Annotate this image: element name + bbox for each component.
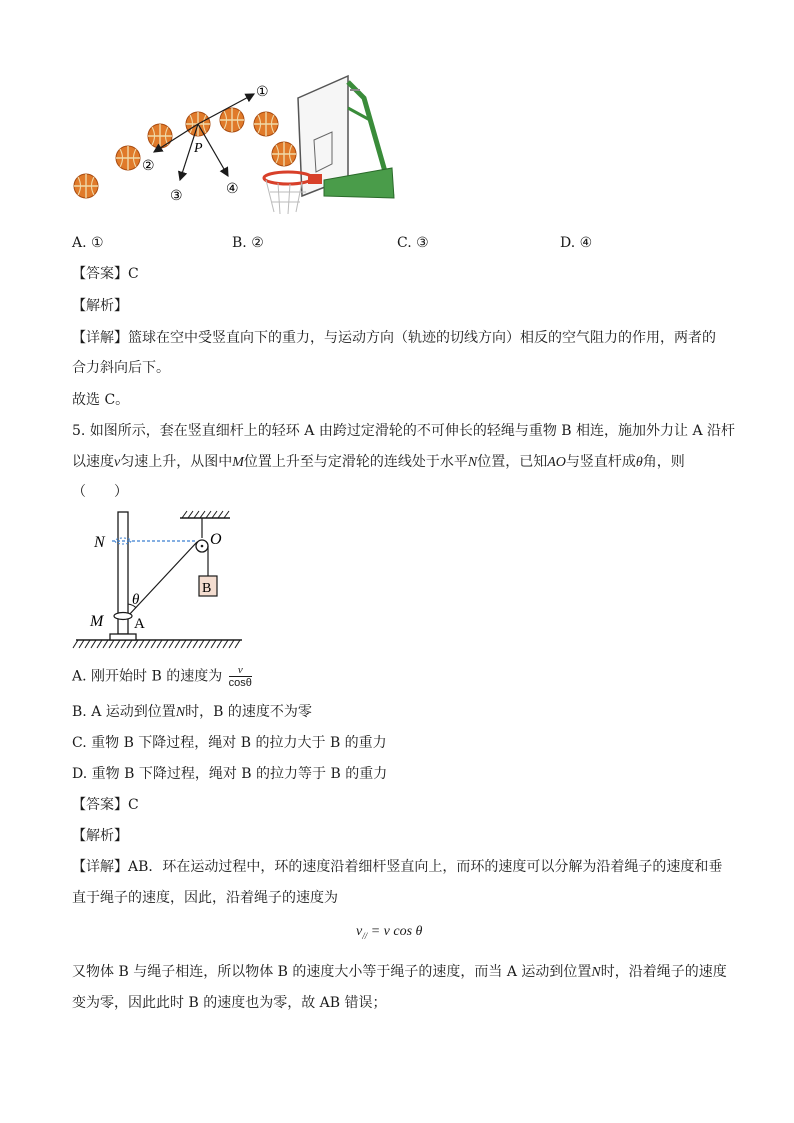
label-o: O <box>210 531 222 548</box>
q4-answer: 【答案】C <box>72 266 139 282</box>
label-2: ② <box>142 158 155 174</box>
basketball <box>74 174 98 198</box>
basketball <box>148 124 172 148</box>
label-4: ④ <box>226 181 239 197</box>
q5-option-b: B. A 运动到位置N时，B 的速度不为零 <box>72 704 312 720</box>
q5-analysis-label: 【解析】 <box>72 828 128 844</box>
q5-stem-line1: 5. 如图所示，套在竖直细杆上的轻环 A 由跨过定滑轮的不可伸长的轻绳与重物 B 相连，施加外力让 A 沿杆 <box>72 423 736 439</box>
label-theta: θ <box>132 592 140 608</box>
ground <box>73 640 242 648</box>
q4-choose: 故选 C。 <box>72 392 130 408</box>
q5-detail-line1: 【详解】AB．环在运动过程中，环的速度沿着细杆竖直向上，而环的速度可以分解为沿着绳子的速度和垂 <box>72 859 723 875</box>
basketball <box>254 112 278 136</box>
label-1: ① <box>256 84 269 100</box>
basketball <box>220 108 244 132</box>
basketball <box>116 146 140 170</box>
q5-stem-line2: 以速度v匀速上升，从图中M位置上升至与定滑轮的连线处于水平N位置，已知AO与竖直杆成θ角，则 <box>72 454 685 470</box>
label-m: M <box>90 613 104 630</box>
q4-detail-line2: 合力斜向后下。 <box>72 360 170 376</box>
basketball <box>272 142 296 166</box>
q5-option-a: A. 刚开始时 B 的速度为 $\frac{v}{\cos\theta}$ <box>72 664 252 689</box>
q4-option-d: D. ④ <box>560 235 593 251</box>
rod-pulley-figure <box>72 508 252 658</box>
pulley-axle <box>201 545 204 548</box>
ring-a <box>114 613 132 620</box>
q5-detail-line2: 直于绳子的速度，因此，沿着绳子的速度为 <box>72 890 338 906</box>
label-a: A <box>134 616 145 632</box>
q5-answer: 【答案】C <box>72 797 139 813</box>
q5-option-d: D. 重物 B 下降过程，绳对 B 的拉力等于 B 的重力 <box>72 766 388 782</box>
hoop <box>264 172 322 214</box>
q4-option-b: B. ② <box>232 235 264 251</box>
equation-v-parallel: $v_{//} = v$ cos θ <box>356 924 423 941</box>
label-b: B <box>202 581 212 596</box>
label-3: ③ <box>170 188 183 204</box>
fraction-v-over-cos: $\frac{v}{\cos\theta}$ <box>228 664 252 689</box>
basketball-balls <box>74 108 296 198</box>
q4-option-a: A. ① <box>72 235 104 251</box>
label-n: N <box>94 534 105 551</box>
label-p: P <box>194 141 203 156</box>
q4-option-c: C. ③ <box>397 235 429 251</box>
q5-detail-line4: 变为零，因此此时 B 的速度也为零，故 AB 错误； <box>72 995 387 1011</box>
q5-detail-line3: 又物体 B 与绳子相连，所以物体 B 的速度大小等于绳子的速度，而当 A 运动到位置N时，沿着绳子的速度 <box>72 964 727 980</box>
q4-detail-line1: 【详解】篮球在空中受竖直向下的重力，与运动方向（轨迹的切线方向）相反的空气阻力的作用，两者的 <box>72 330 716 346</box>
q5-blank: （ ） <box>72 484 128 500</box>
ceiling <box>180 511 230 538</box>
q4-analysis-label: 【解析】 <box>72 298 128 314</box>
vertical-rod <box>110 512 136 640</box>
q5-option-c: C. 重物 B 下降过程，绳对 B 的拉力大于 B 的重力 <box>72 735 387 751</box>
basketball-trajectory-figure <box>70 68 400 218</box>
